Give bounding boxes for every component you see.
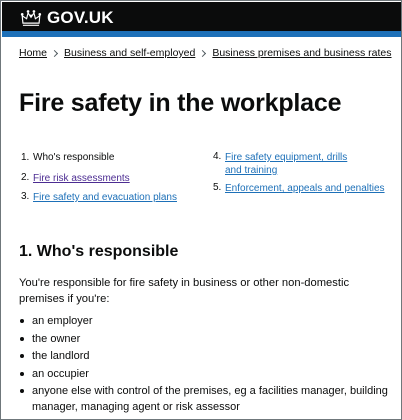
contents-number: 3.: [21, 191, 30, 202]
page-title: Fire safety in the workplace: [19, 89, 342, 117]
breadcrumb: [19, 47, 392, 59]
contents-item: [213, 182, 391, 195]
list-item: the owner: [19, 331, 391, 347]
contents-link-equipment-drills-training[interactable]: Fire safety equipment, drills and training: [225, 152, 348, 176]
list-item: an employer: [19, 313, 391, 329]
responsible-list: [19, 313, 391, 417]
logo-text: GOV.UK: [47, 8, 114, 27]
section-lede: You're responsible for fire safety in business or other non-domestic premises if you're:: [19, 277, 350, 305]
list-item: an occupier: [19, 366, 391, 382]
contents-current-item: Who's responsible: [33, 152, 115, 163]
breadcrumb-home[interactable]: Home: [19, 47, 48, 59]
contents-number: 1.: [21, 152, 30, 163]
breadcrumb-business-and-self-employed[interactable]: Business and self-employed: [64, 47, 196, 59]
section-heading: 1. Who's responsible: [19, 243, 179, 260]
chevron-right-icon: [199, 49, 206, 56]
contents-number: 4.: [213, 151, 222, 162]
govuk-logo-link[interactable]: [20, 8, 114, 28]
contents-item: [21, 172, 130, 185]
breadcrumb-business-premises[interactable]: Business premises and business rates: [212, 47, 392, 59]
contents-item: [21, 152, 114, 163]
contents-link-evacuation-plans[interactable]: Fire safety and evacuation plans: [33, 192, 177, 203]
site-header: [2, 2, 402, 37]
chevron-right-icon: [51, 49, 58, 56]
contents-link-enforcement-appeals[interactable]: Enforcement, appeals and penalties: [225, 183, 385, 194]
contents-number: 2.: [21, 172, 30, 183]
crown-icon: [20, 9, 42, 27]
contents-item: [213, 151, 363, 177]
contents-item: [21, 191, 177, 204]
list-item: the landlord: [19, 348, 391, 364]
list-item: anyone else with control of the premises, eg a facilities manager, building manager, managing agent or risk assessor: [19, 383, 391, 415]
contents-link-fire-risk-assessments[interactable]: Fire risk assessments: [33, 173, 130, 184]
contents-number: 5.: [213, 182, 222, 193]
